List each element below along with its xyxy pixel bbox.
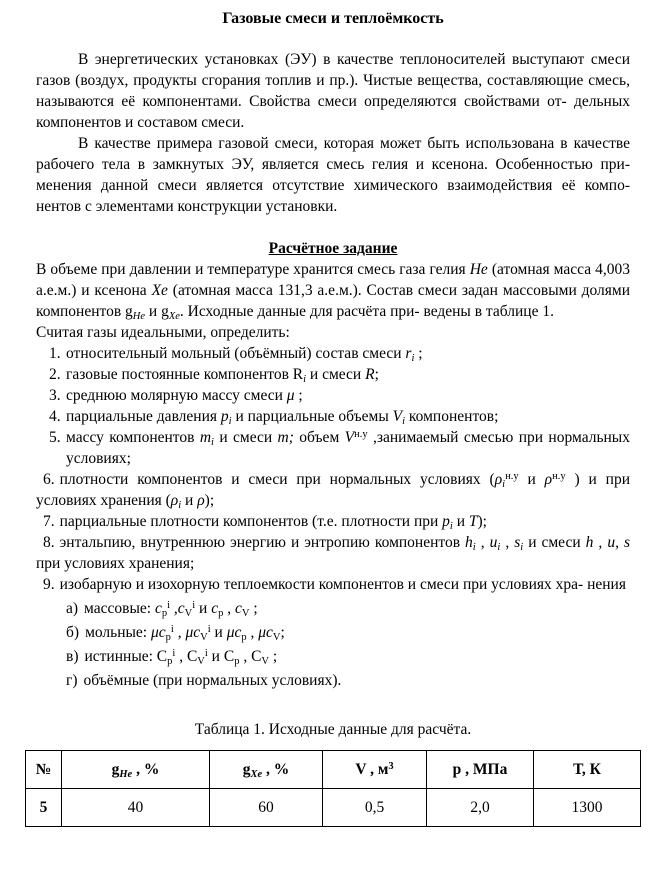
task-number: 3.	[49, 387, 61, 404]
subitem-marker: а)	[66, 600, 79, 617]
table-header-number: №	[26, 751, 62, 789]
subitem-text: истинные: $C_p^i$ , $C_V^i$ и $C_p$ , $C_V$ ;	[84, 648, 278, 667]
task-number: 6.	[43, 471, 55, 488]
task-number: 8.	[43, 534, 55, 551]
subitem-marker: г)	[66, 672, 78, 689]
table-header-ghe: $g_{He}$ , %	[62, 751, 210, 789]
table-caption: Таблица 1. Исходные данные для расчёта.	[194, 721, 472, 738]
subitem-b	[66, 622, 630, 643]
table-header-pressure: p , МПа	[427, 751, 534, 789]
document-title: Газовые смеси и теплоёмкость	[222, 10, 444, 27]
cell-temperature: 1300	[534, 789, 641, 827]
task-number: 2.	[49, 366, 61, 383]
table-row	[26, 789, 641, 827]
task-text: среднюю молярную массу смеси μ ;	[66, 387, 303, 404]
task-item-4	[36, 406, 630, 427]
subitem-v	[66, 646, 630, 667]
task-text: изобарную и изохорную теплоемкости компонентов и смеси при условиях хра- нения	[59, 576, 626, 593]
task-text: парциальные плотности компонентов (т.е. плотности при $p_i$ и T);	[59, 513, 487, 532]
task-number: 9.	[43, 576, 55, 593]
task-item-2	[36, 364, 630, 385]
subitem-marker: в)	[66, 648, 79, 665]
task-number: 5.	[49, 429, 61, 446]
cell-gxe: 60	[210, 789, 323, 827]
cell-volume: 0,5	[323, 789, 427, 827]
task-item-1	[36, 343, 630, 364]
table-header-gxe: $g_{Xe}$ , %	[210, 751, 323, 789]
task-item-3	[36, 385, 630, 406]
task-item-7	[36, 511, 630, 532]
task-item-9	[36, 574, 630, 595]
task-number: 1.	[49, 345, 61, 362]
subitem-text: объёмные (при нормальных условиях).	[83, 672, 342, 689]
input-data-table	[25, 750, 641, 827]
task-item-6	[36, 469, 630, 511]
task-number: 4.	[49, 408, 61, 425]
lead-paragraph: В объеме при давлении и температуре хранится смесь газа гелия He (атомная масса 4,003 а.е.м.) и ксенона Xe (атомная масса 131,3 а.е.м.). Состав смеси задан массовыми долями компонентов $g_{He}$ и $g_{Xe}$. Исходные данные для расчёта при- ведены в таблице 1.	[36, 261, 631, 322]
subitem-text: массовые: $c_p^i$ $,c_V^i$ и $c_p$ , $c_V$ ;	[84, 600, 258, 619]
intro-paragraph-2: В качестве примера газовой смеси, которая может быть использована в качестве рабочего тела в замкнутых ЭУ, является смесь гелия и ксенона. Особенностью при- менения данной смеси является отсутствие химического взаимодействия её компо- нентов с элементами конструкции установки.	[36, 135, 630, 215]
task-text: массу компонентов $m_i$ и смеси m; объем $V^{н.у}$ ,занимаемый смесью при нормальных условиях;	[66, 429, 630, 467]
subitem-a	[66, 598, 630, 619]
intro-paragraph-1: В энергетических установках (ЭУ) в качестве теплоносителей выступают смеси газов (воздух, продукты сгорания топлив и пр.). Чистые вещества, составляющие смесь, называются её компонентами. Свойства смеси определяются свойствами от- дельных компонентов и составом смеси.	[36, 51, 630, 131]
cell-ghe: 40	[62, 789, 210, 827]
cell-variant-number: 5	[26, 789, 62, 827]
task-text: плотности компонентов и смеси при нормальных условиях ($\rho_i^{н.у}$ и $\rho^{н.у}$ ) и при условиях хранения ($\rho_i$ и ρ);	[36, 471, 630, 511]
subitem-g	[66, 670, 630, 691]
subitem-text: мольные: $\mu c_p^i$ , $\mu c_V^i$ и $\mu c_p$ , $\mu c_V$;	[85, 624, 285, 643]
task-text: газовые постоянные компонентов $R_i$ и смеси R;	[66, 366, 379, 385]
table-header-row	[26, 751, 641, 789]
cell-pressure: 2,0	[427, 789, 534, 827]
task-item-8	[36, 532, 630, 574]
section-heading: Расчётное задание	[268, 240, 398, 257]
task-text: относительный мольный (объёмный) состав смеси $r_i$ ;	[66, 345, 423, 364]
task-number: 7.	[43, 513, 55, 530]
determine-line: Считая газы идеальными, определить:	[36, 324, 290, 341]
task-item-5	[36, 427, 630, 469]
task-text: парциальные давления $p_i$ и парциальные объемы $V_i$ компонентов;	[66, 408, 499, 427]
subitem-marker: б)	[66, 624, 80, 641]
task-text: энтальпию, внутреннюю энергию и энтропию компонентов $h_i$ , $u_i$ , $s_i$ и смеси h , u, s при условиях хранения;	[36, 534, 630, 572]
table-header-volume: V , $м^3$	[323, 751, 427, 789]
table-header-temperature: Т, К	[534, 751, 641, 789]
